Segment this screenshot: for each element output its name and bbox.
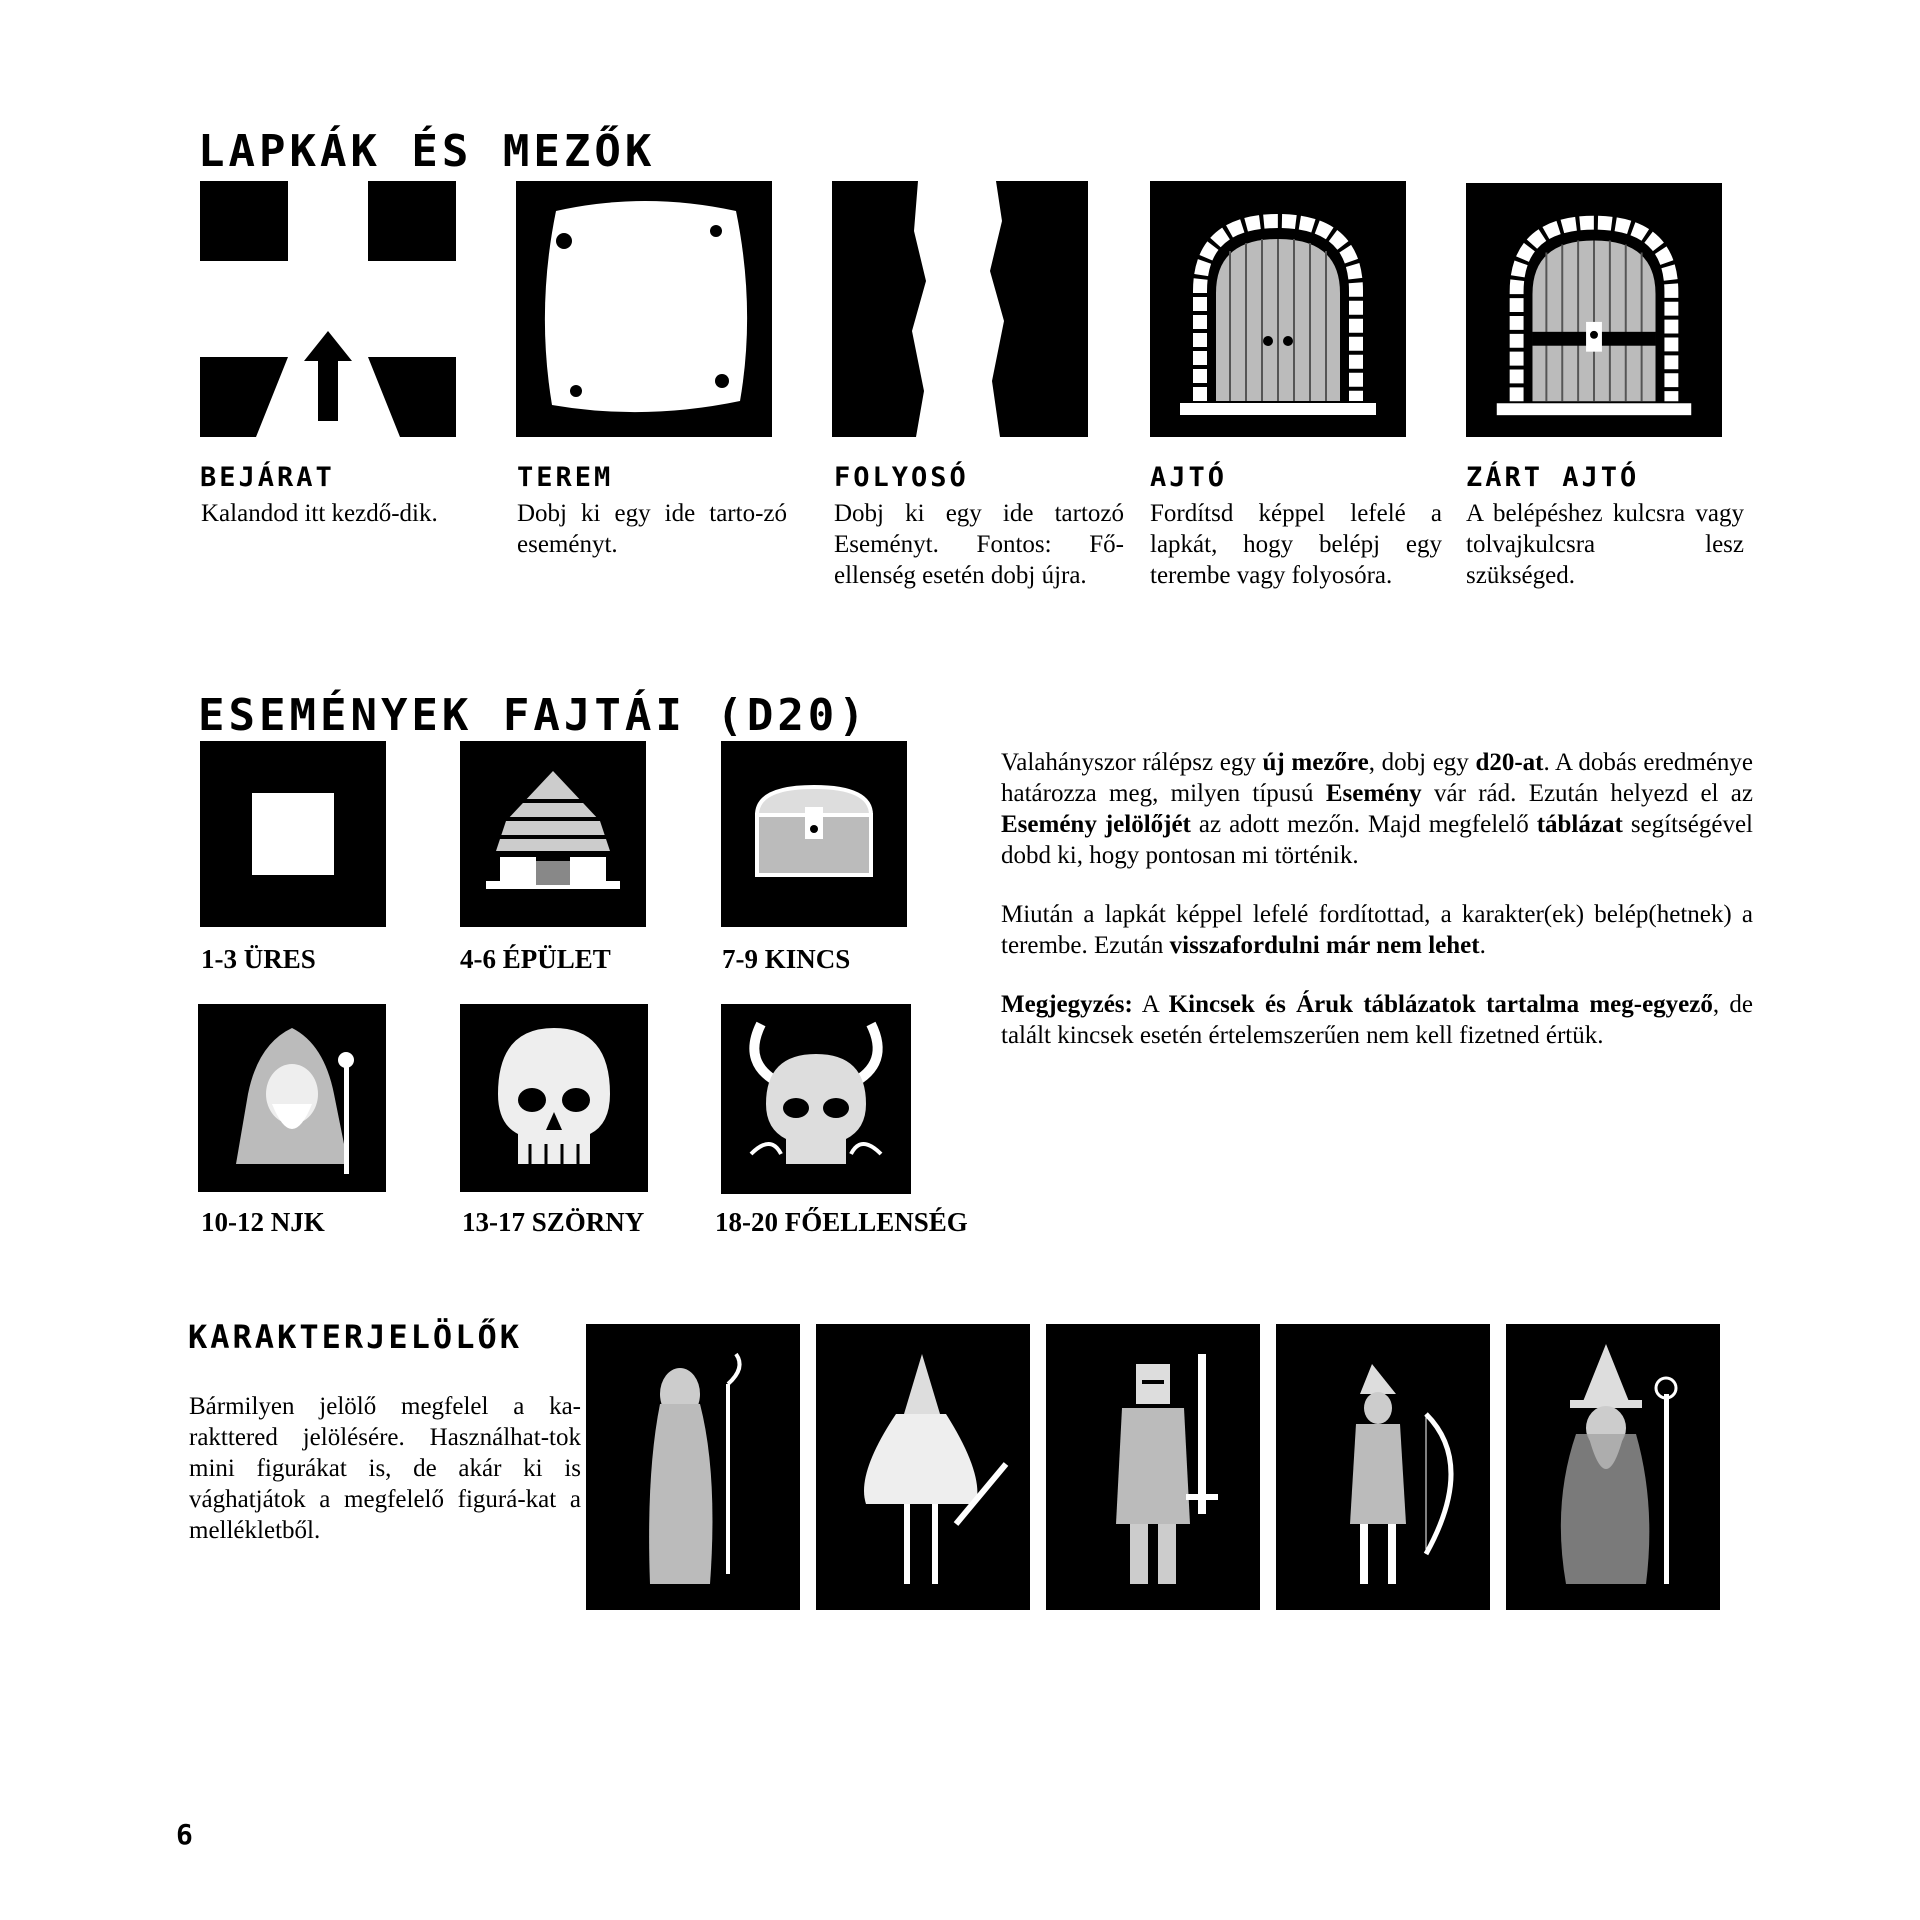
tile-heading-door: AJTÓ (1150, 462, 1228, 493)
event-tile-boss (721, 1004, 911, 1194)
event-tile-treasure (721, 741, 907, 927)
ranger-figure-icon (1276, 1324, 1490, 1610)
room-icon (516, 181, 772, 437)
tile-heading-locked-door: ZÁRT AJTÓ (1466, 462, 1640, 493)
page-number: 6 (176, 1818, 197, 1851)
door-tile-image (1150, 181, 1406, 437)
tile-text-door: Fordítsd képpel lefelé a lapkát, hogy belépj egy terembe vagy folyosóra. (1150, 500, 1442, 589)
skull-icon (460, 1004, 648, 1192)
tile-heading-room: TEREM (517, 462, 614, 493)
events-paragraph-1: Valahányszor rálépsz egy új mezőre, dobj egy d20-at. A dobás eredménye határozza meg, milyen típusú Esemény vár rád. Ezután helyezd el az Esemény jelölőjét az adott mezőn. Majd megfelelő táblázat segítségével dobd ki, hogy pontosan mi történik. (1001, 749, 1754, 869)
entrance-tile-image (200, 181, 456, 437)
event-tile-npc (198, 1004, 386, 1192)
section-title-events: ESEMÉNYEK FAJTÁI (D20) (198, 690, 869, 741)
hooded-npc-icon (198, 1004, 386, 1192)
event-label-npc: 10-12 NJK (201, 1207, 325, 1237)
tile-text-corridor: Dobj ki egy ide tartozó Eseményt. Fontos: Fő-ellenség esetén dobj újra. (834, 500, 1124, 589)
event-label-empty: 1-3 ÜRES (201, 944, 316, 974)
tile-text-locked-door: A belépéshez kulcsra vagy tolvajkulcsra lesz szükséged. (1466, 500, 1744, 589)
events-description (1001, 747, 1753, 1079)
character-markers-text: Bármilyen jelölő megfelel a ka-rakttered jelölésére. Használhat-tok mini figurákat is, de akár ki is vághatjátok a megfelelő figurá-kat a mellékletből. (189, 1393, 581, 1544)
treasure-chest-icon (721, 741, 907, 927)
locked-door-icon (1466, 183, 1722, 437)
section-title-tiles: LAPKÁK ÉS MEZŐK (198, 126, 656, 177)
event-label-monster: 13-17 SZÖRNY (462, 1207, 645, 1237)
events-paragraph-2: Miután a lapkát képpel lefelé fordítottad, a karakter(ek) belép(hetnek) a terembe. Ezután visszafordulni már nem lehet. (1001, 901, 1753, 959)
rogue-figure-icon (816, 1324, 1030, 1610)
corridor-icon (832, 181, 1088, 437)
event-label-building: 4-6 ÉPÜLET (460, 944, 611, 974)
knight-figure-icon (1046, 1324, 1260, 1610)
section-title-character-markers: KARAKTERJELÖLŐK (188, 1318, 522, 1356)
tile-heading-corridor: FOLYOSÓ (834, 462, 969, 493)
wizard-figure-icon (1506, 1324, 1720, 1610)
tile-text-room: Dobj ki egy ide tarto-zó eseményt. (517, 500, 787, 558)
figure-tile-knight (1046, 1324, 1260, 1610)
figure-tile-ranger (1276, 1324, 1490, 1610)
monk-figure-icon (586, 1324, 800, 1610)
locked-door-tile-image (1466, 183, 1722, 437)
building-icon (460, 741, 646, 927)
figure-tile-monk (586, 1324, 800, 1610)
door-icon (1150, 181, 1406, 437)
room-tile-image (516, 181, 772, 437)
figure-tile-rogue (816, 1324, 1030, 1610)
event-label-boss: 18-20 FŐELLENSÉG (715, 1207, 968, 1237)
tile-text-entrance: Kalandod itt kezdő-dik. (201, 500, 438, 527)
event-tile-monster (460, 1004, 648, 1192)
horned-demon-skull-icon (721, 1004, 911, 1194)
events-paragraph-note: Megjegyzés: A Kincsek és Áruk táblázatok tartalma meg-egyező, de talált kincsek esetén értelemszerűen nem kell fizetned értük. (1001, 991, 1753, 1049)
event-tile-empty (200, 741, 386, 927)
figure-tile-wizard (1506, 1324, 1720, 1610)
empty-square-icon (200, 741, 386, 927)
event-tile-building (460, 741, 646, 927)
tile-heading-entrance: BEJÁRAT (200, 462, 335, 493)
event-label-treasure: 7-9 KINCS (722, 944, 851, 974)
entrance-icon (200, 181, 456, 437)
corridor-tile-image (832, 181, 1088, 437)
